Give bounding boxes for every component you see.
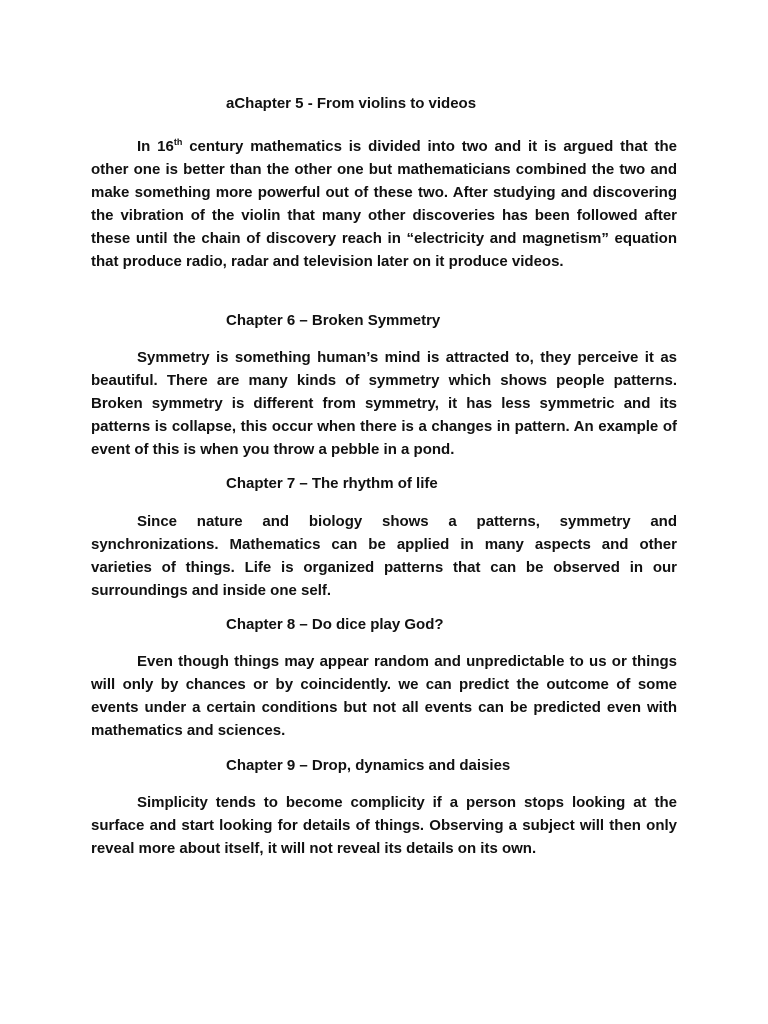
chapter-5-paragraph <box>91 135 677 273</box>
chapter-8-heading: Chapter 8 – Do dice play God? <box>226 616 444 633</box>
chapter-9-heading: Chapter 9 – Drop, dynamics and daisies <box>226 757 511 774</box>
chapter-6-paragraph: Symmetry is something human’s mind is attracted to, they perceive it as beautiful. There are many kinds of symmetry which shows people patterns. Broken symmetry is different from symmetry, it has less symmetric and its patterns is collapse, this occur when there is a changes in pattern. An example of event of this is when you throw a pebble in a pond. <box>91 349 677 458</box>
chapter-9-paragraph: Simplicity tends to become complicity if a person stops looking at the surface and start looking for details of things. Observing a subject will then only reveal more about itself, it will not reveal its details on its own. <box>91 794 677 857</box>
chapter-7-heading: Chapter 7 – The rhythm of life <box>226 475 438 492</box>
chapter-5-heading: aChapter 5 - From violins to videos <box>226 95 477 112</box>
chapter-5-paragraph-rest: century mathematics is divided into two and it is argued that the other one is better than the other one but mathematicians combined the two and make something more powerful out of these two. After studying and discovering the vibration of the violin that many other discoveries has been followed after these until the chain of discovery reach in “electricity and magnetism” equation that produce radio, radar and television later on it produce videos. <box>91 138 677 270</box>
chapter-6-heading: Chapter 6 – Broken Symmetry <box>226 312 441 329</box>
chapter-5-superscript: th <box>173 137 183 147</box>
chapter-7-paragraph: Since nature and biology shows a patterns, symmetry and synchronizations. Mathematics can be applied in many aspects and other varieties of things. Life is organized patterns that can be observed in our surroundings and inside one self. <box>91 513 677 599</box>
chapter-8-paragraph: Even though things may appear random and unpredictable to us or things will only by chances or by coincidently. we can predict the outcome of some events under a certain conditions but not all events can be predicted even with mathematics and sciences. <box>91 653 677 739</box>
chapter-5-paragraph-start: In 16 <box>137 138 174 155</box>
